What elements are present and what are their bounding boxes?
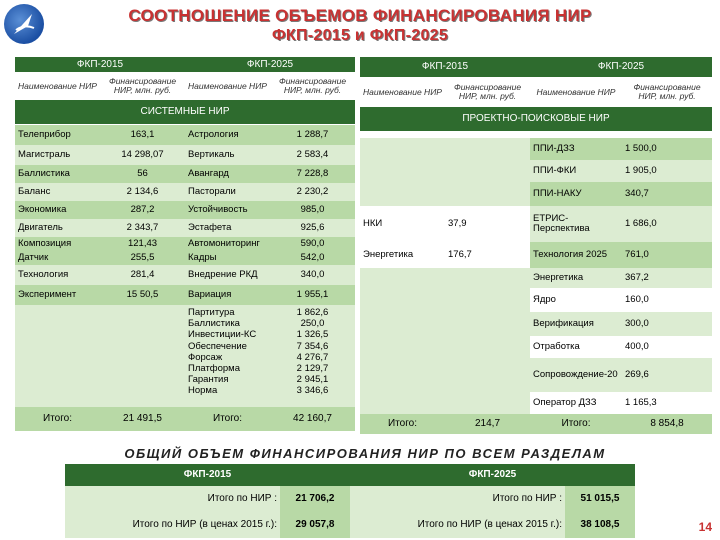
table-cell: Вариация <box>185 285 270 305</box>
table-cell: Внедрение РКД <box>185 265 270 285</box>
right-table <box>360 57 712 131</box>
table-cell: 367,2 <box>622 268 712 288</box>
table-cell: 287,2 <box>100 201 185 219</box>
table-cell: 163,1 <box>100 125 185 145</box>
right-section-title: ПРОЕКТНО-ПОИСКОВЫЕ НИР <box>360 107 712 131</box>
table-row <box>360 336 445 358</box>
table-cell: 1 955,1 <box>270 285 355 305</box>
table-row: Композиция <box>15 237 100 251</box>
table-cell: 985,0 <box>270 201 355 219</box>
left-col-fin-2025: Финансирование НИР, млн. руб. <box>270 72 355 100</box>
table-row: Телеприбор <box>15 125 100 145</box>
table-cell: 14 298,07 <box>100 145 185 165</box>
overall-value-2025-prices: 38 108,5 <box>565 512 635 538</box>
rocket-logo-icon <box>4 4 44 44</box>
overall-value-2015: 21 706,2 <box>280 486 350 512</box>
left-col-name-2015: Наименование НИР <box>15 72 100 100</box>
table-cell: 2 134,6 <box>100 183 185 201</box>
table-cell: 1 165,3 <box>622 392 712 414</box>
table-cell: 160,0 <box>622 288 712 312</box>
table-cell: Энергетика <box>530 268 622 288</box>
right-header-2015: ФКП-2015 <box>360 57 530 77</box>
table-cell: 255,5 <box>100 251 185 265</box>
table-cell <box>445 138 530 160</box>
page-subtitle: ФКП-2015 и ФКП-2025 <box>271 27 449 44</box>
table-cell: Оператор ДЗЗ <box>530 392 622 414</box>
left-col-name-2025: Наименование НИР <box>185 72 270 100</box>
table-row: Датчик <box>15 251 100 265</box>
overall-header-2025: ФКП-2025 <box>350 464 635 486</box>
table-cell <box>445 268 530 288</box>
table-row: Магистраль <box>15 145 100 165</box>
table-cell: 1 905,0 <box>622 160 712 182</box>
table-row <box>360 182 445 206</box>
table-cell: 300,0 <box>622 312 712 336</box>
overall-value-2025: 51 015,5 <box>565 486 635 512</box>
table-cell: Устойчивость <box>185 201 270 219</box>
table-row <box>360 288 445 312</box>
overall-row-label-2015prices: Итого по НИР (в ценах 2015 г.): <box>65 512 280 538</box>
right-total-label-2015: Итого: <box>360 414 445 434</box>
table-cell <box>445 336 530 358</box>
logo <box>4 4 44 44</box>
table-row: Баланс <box>15 183 100 201</box>
right-col-name-2015: Наименование НИР <box>360 77 445 107</box>
table-cell: 2 230,2 <box>270 183 355 201</box>
table-cell: 281,4 <box>100 265 185 285</box>
left-col-fin-2015: Финансирование НИР, млн. руб. <box>100 72 185 100</box>
left-rows <box>15 125 355 431</box>
table-row: НКИ <box>360 206 445 242</box>
overall-table <box>65 464 635 538</box>
table-cell: Кадры <box>185 251 270 265</box>
table-row: Эксперимент <box>15 285 100 305</box>
right-total-2025: 8 854,8 <box>622 414 712 434</box>
table-cell <box>445 160 530 182</box>
table-row <box>360 392 445 414</box>
table-cell: 400,0 <box>622 336 712 358</box>
table-cell: 542,0 <box>270 251 355 265</box>
table-cell: 2 343,7 <box>100 219 185 237</box>
left-header-2025: ФКП-2025 <box>185 57 355 72</box>
table-cell: 1 288,7 <box>270 125 355 145</box>
table-row: Технология <box>15 265 100 285</box>
overall-row-label-2025prices: Итого по НИР (в ценах 2015 г.): <box>350 512 565 538</box>
left-total-label-2025: Итого: <box>185 407 270 431</box>
table-cell: 176,7 <box>445 242 530 268</box>
table-row: Двигатель <box>15 219 100 237</box>
stacked-values: 1 862,6 250,0 1 326,5 7 354,6 4 276,7 2 129,7 2 945,1 3 346,6 <box>270 305 355 407</box>
table-row: Баллистика <box>15 165 100 183</box>
table-cell: 340,0 <box>270 265 355 285</box>
table-cell: Сопровождение-20 <box>530 358 622 392</box>
table-cell: Астрология <box>185 125 270 145</box>
left-section-title: СИСТЕМНЫЕ НИР <box>15 100 355 124</box>
table-cell: 1 500,0 <box>622 138 712 160</box>
overall-value-2015-prices: 29 057,8 <box>280 512 350 538</box>
table-cell: 37,9 <box>445 206 530 242</box>
table-cell: 121,43 <box>100 237 185 251</box>
table-cell <box>445 392 530 414</box>
table-cell: Пасторали <box>185 183 270 201</box>
table-row <box>360 268 445 288</box>
table-cell <box>445 358 530 392</box>
page-title: СООТНОШЕНИЕ ОБЪЕМОВ ФИНАНСИРОВАНИЯ НИР <box>128 6 592 25</box>
right-col-name-2025: Наименование НИР <box>530 77 622 107</box>
table-cell: 269,6 <box>622 358 712 392</box>
table-cell: 56 <box>100 165 185 183</box>
overall-header-2015: ФКП-2015 <box>65 464 350 486</box>
overall-row-label: Итого по НИР : <box>65 486 280 512</box>
left-header-2015: ФКП-2015 <box>15 57 185 72</box>
table-cell: Авангард <box>185 165 270 183</box>
left-total-label-2015: Итого: <box>15 407 100 431</box>
left-table <box>15 57 355 124</box>
table-cell: 590,0 <box>270 237 355 251</box>
table-cell: Автомониторинг <box>185 237 270 251</box>
page-number: 14 <box>698 520 712 534</box>
table-cell <box>445 182 530 206</box>
table-row <box>360 312 445 336</box>
right-total-2015: 214,7 <box>445 414 530 434</box>
table-cell: 340,7 <box>622 182 712 206</box>
table-cell <box>100 305 185 407</box>
overall-row-label-2025: Итого по НИР : <box>350 486 565 512</box>
stacked-names: Партитура Баллистика Инвестиции-КС Обеспечение Форсаж Платформа Гарантия Норма <box>185 305 270 407</box>
table-cell: 761,0 <box>622 242 712 268</box>
table-cell: Отработка <box>530 336 622 358</box>
table-row: Экономика <box>15 201 100 219</box>
table-cell: ППИ-ФКИ <box>530 160 622 182</box>
table-row <box>360 160 445 182</box>
right-col-fin-2015: Финансирование НИР, млн. руб. <box>445 77 530 107</box>
table-cell: Ядро <box>530 288 622 312</box>
overall-title: ОБЩИЙ ОБЪЕМ ФИНАНСИРОВАНИЯ НИР ПО ВСЕМ РАЗДЕЛАМ <box>124 446 606 461</box>
table-cell: ППИ-НАКУ <box>530 182 622 206</box>
table-cell: Технология 2025 <box>530 242 622 268</box>
table-row: Энергетика <box>360 242 445 268</box>
table-cell: 7 228,8 <box>270 165 355 183</box>
table-cell: Верификация <box>530 312 622 336</box>
table-cell: 15 50,5 <box>100 285 185 305</box>
table-row <box>360 358 445 392</box>
table-cell: Эстафета <box>185 219 270 237</box>
table-row <box>360 138 445 160</box>
table-cell: ППИ-ДЗЗ <box>530 138 622 160</box>
table-cell: 2 583,4 <box>270 145 355 165</box>
table-cell: 1 686,0 <box>622 206 712 242</box>
left-total-2015: 21 491,5 <box>100 407 185 431</box>
table-cell: 925,6 <box>270 219 355 237</box>
table-cell <box>445 288 530 312</box>
table-cell: ЕТРИС-Перспектива <box>530 206 622 242</box>
table-cell <box>15 305 100 407</box>
right-col-fin-2025: Финансирование НИР, млн. руб. <box>622 77 712 107</box>
right-rows <box>360 138 712 434</box>
table-cell <box>445 312 530 336</box>
table-cell: Вертикаль <box>185 145 270 165</box>
right-total-label-2025: Итого: <box>530 414 622 434</box>
left-total-2025: 42 160,7 <box>270 407 355 431</box>
right-header-2025: ФКП-2025 <box>530 57 712 77</box>
